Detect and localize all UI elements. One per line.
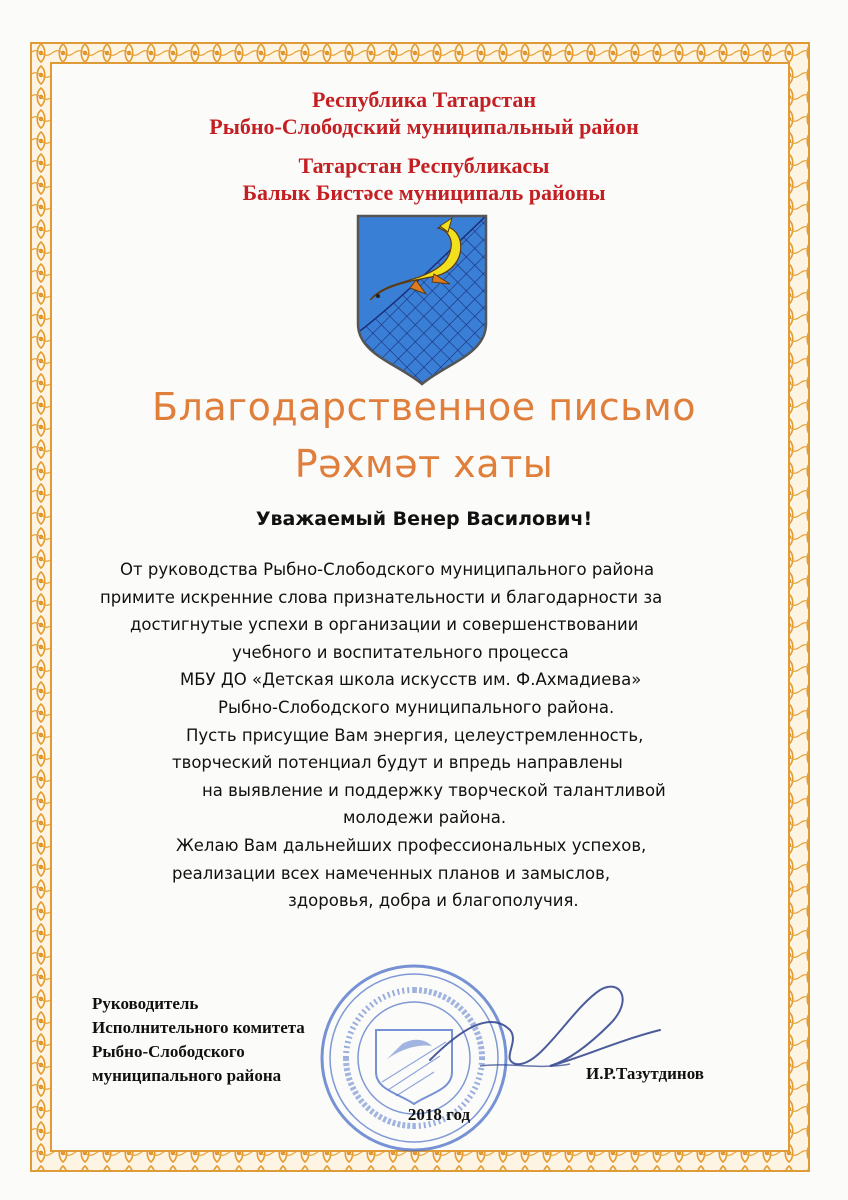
- header-republic: Республика Татарстан: [311, 87, 537, 112]
- body-line: на выявление и поддержку творческой талантливой: [202, 780, 666, 800]
- letter-body: [60, 556, 788, 915]
- coat-of-arms-sturgeon-icon: [356, 214, 488, 386]
- year: 2018 год: [407, 1105, 471, 1124]
- body-line: молодежи района.: [343, 808, 507, 828]
- body-line: МБУ ДО «Детская школа искусств им. Ф.Ахмадиева»: [180, 670, 642, 690]
- body-line: реализации всех намеченных планов и замыслов,: [172, 863, 611, 883]
- signatory-name: И.Р.Тазутдинов: [586, 1064, 704, 1083]
- body-line: творческий потенциал будут и впредь направлены: [172, 753, 623, 773]
- body-line: учебного и воспитательного процесса: [232, 642, 569, 662]
- body-line: примите искренние слова признательности и благодарности за: [100, 587, 663, 607]
- signatory-title-2: Исполнительного комитета: [92, 1018, 305, 1037]
- body-line: От руководства Рыбно-Слободского муниципального района: [120, 560, 655, 579]
- signatory-title-1: Руководитель: [92, 994, 199, 1013]
- title-tatar: Рәхмәт хаты: [294, 442, 554, 486]
- header-district-tatar: Балык Бистәсе муниципаль районы: [242, 180, 606, 205]
- letter-content: [60, 80, 788, 1160]
- header-republic-tatar: Татарстан Республикасы: [298, 153, 550, 178]
- body-line: Желаю Вам дальнейших профессиональных успехов,: [176, 835, 647, 855]
- body-line: здоровья, добра и благополучия.: [288, 891, 579, 911]
- title-russian: Благодарственное письмо: [152, 385, 696, 429]
- body-line: Рыбно-Слободского муниципального района.: [218, 697, 615, 717]
- body-line: Пусть присущие Вам энергия, целеустремленность,: [186, 725, 644, 745]
- signatory-title-4: муниципального района: [92, 1066, 282, 1085]
- signatory-block: [92, 992, 305, 1088]
- signatory-title-3: Рыбно-Слободского: [92, 1042, 245, 1061]
- body-line: достигнутые успехи в организации и совершенствовании: [130, 615, 639, 635]
- header-district: Рыбно-Слободский муниципальный район: [209, 114, 639, 139]
- greeting: Уважаемый Венер Василович!: [255, 508, 593, 530]
